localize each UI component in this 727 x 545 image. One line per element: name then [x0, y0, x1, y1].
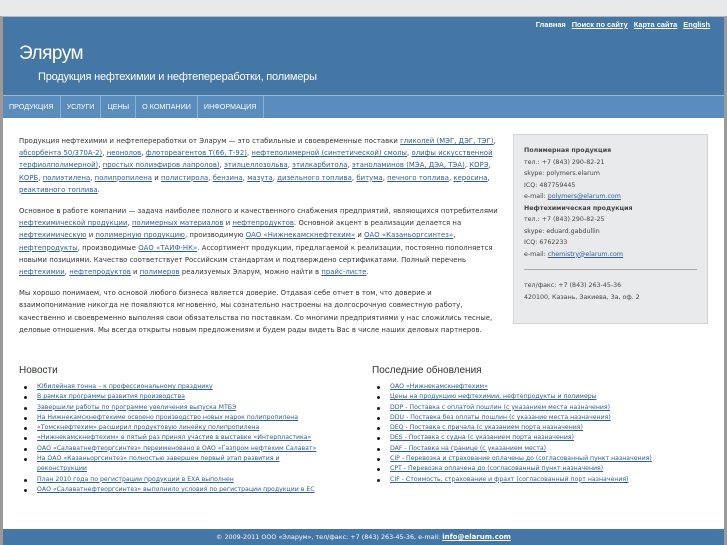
price-list-link[interactable]: прайс-листе: [321, 268, 367, 277]
product-link[interactable]: этилцеллозольва: [224, 161, 288, 170]
update-item: [372, 392, 712, 402]
intro-text: Продукция нефтехимии и нефтепереработки от Эларум — это стабильные и своевременные поставки: [19, 137, 401, 145]
text: Основное в работе компании — задача наиболее полного и качественного снабжения предприятий, являющихся потребителями: [19, 207, 498, 216]
nav-item-info[interactable]: ИНФОРМАЦИЯ: [198, 96, 264, 118]
news-item: [19, 382, 359, 392]
text: и: [223, 219, 233, 228]
chemistry-email-link[interactable]: chemistry@elarum.com: [547, 250, 623, 258]
conjunction: и: [152, 173, 161, 182]
footer-text: © 2009-2011 ООО «Эларум», тел/факс: +7 (843) 263-45-36, e-mail:: [216, 533, 443, 541]
product-link[interactable]: бензина: [212, 173, 243, 182]
product-link[interactable]: неонолов: [106, 149, 142, 158]
contact-box: [513, 134, 708, 324]
update-item: [372, 382, 712, 392]
nav-item-prices[interactable]: ЦЕНЫ: [101, 96, 136, 118]
chemistry-email-row: [524, 249, 697, 261]
main-nav: [3, 96, 724, 118]
news-item: [19, 433, 359, 443]
update-item: [372, 464, 712, 474]
polymers-email-row: [524, 191, 697, 203]
text: и: [355, 231, 365, 240]
product-link[interactable]: полипропилена: [94, 173, 152, 182]
chemistry-heading: Нефтехимическая продукция: [524, 204, 633, 212]
petrochem-link[interactable]: нефтехимическую: [19, 231, 87, 240]
polymers-icq: ICQ: 487759445: [524, 181, 576, 189]
main-content: [19, 135, 499, 345]
update-item: [372, 403, 712, 413]
page-frame: [0, 16, 727, 545]
product-link[interactable]: абсорбента 50/370А-2): [19, 149, 103, 158]
polymer-products-link[interactable]: полимерную продукцию: [95, 231, 185, 240]
footer-email-link[interactable]: info@elarum.com: [442, 533, 511, 541]
news-link[interactable]: На Нижнекамскнефтехиме освоено производство новых марок полипропилена: [37, 413, 299, 421]
update-link[interactable]: DES - Поставка с судна (с указанием порта назначения): [390, 434, 574, 442]
news-link[interactable]: Завершили работы по программе увеличения выпуска МТБЭ: [37, 403, 237, 411]
chemistry-icq: ICQ: 6762233: [524, 239, 568, 246]
updates-title: Последние обновления: [372, 365, 482, 376]
updates-list: [372, 382, 712, 485]
text: , производимую: [184, 231, 246, 240]
petrochem-products-link[interactable]: нефтехимической продукции: [19, 219, 128, 228]
update-link[interactable]: CIF - Стоимость, страхование и фрахт (согласованный порт назначения): [390, 475, 629, 483]
chemistry-phone: тел.: +7 (843) 290-82-25: [524, 216, 605, 223]
news-item: [19, 454, 309, 475]
news-item: [19, 392, 359, 402]
product-link[interactable]: полиэтилена: [42, 173, 91, 182]
email-label: e-mail:: [524, 193, 548, 200]
address: 420100, Казань, Закиева, 3а, оф. 2: [524, 293, 640, 301]
top-links: [536, 20, 710, 29]
news-item: [19, 413, 359, 423]
news-title: Новости: [19, 365, 58, 376]
news-item: [19, 485, 359, 495]
update-item: [372, 413, 712, 423]
product-link[interactable]: КОРЭ: [469, 161, 489, 170]
polymer-materials-link[interactable]: полимерных материалов: [131, 219, 224, 228]
text: и: [86, 231, 96, 240]
product-link[interactable]: флотореагентов Т(66, Т-92): [145, 149, 247, 158]
update-link[interactable]: CPT - Перевозка оплачена до (согласованный пункт назначения): [390, 465, 604, 473]
product-link[interactable]: этаноламинов (МЭА, ДЭА, ТЭА): [351, 161, 465, 170]
product-link[interactable]: этилкарбитола: [292, 161, 348, 170]
top-link-home[interactable]: Главная: [535, 20, 566, 29]
polymers-skype: skype: polymers.elarum: [524, 170, 600, 177]
site-header: [3, 17, 724, 96]
news-list: [19, 382, 359, 495]
petrochem-list-link[interactable]: нефтехимии: [19, 268, 65, 277]
news-link[interactable]: «Томскнефтехим» расширил продуктовую линейку полипропилена: [37, 424, 260, 432]
top-link-sitemap[interactable]: Карта сайта: [633, 20, 678, 29]
taif-nk-link[interactable]: ОАО «ТАИФ-НК»: [138, 243, 198, 252]
email-label: e-mail:: [524, 250, 548, 258]
text: . Основной акцент в реализации делается на: [294, 219, 462, 228]
site-footer: [3, 529, 724, 545]
fax: тел/факс: +7 (843) 263-45-36: [524, 282, 622, 289]
mission-paragraph: Основное в работе компании — задача наиболее полного и качественного снабжения предприятий, являющихся потребителями нефтехимической продукции, полимерных материалов и нефтепродуктов. Основной акцент в реализации делается на нефтехимическую и полимерную продукцию, производимую ОАО «Нижнекамскнефтехим» и ОАО «Казаньоргсинтез», нефтепродукты, производимые ОАО «ТАИФ-НК». Ассортимент продукции, предлагаемой к реализации, постоянно пополняется новыми позициями. Качество соответствует Российским стандартам и подтверждено сертификатами. Полный перечень нефтехимии, нефтепродуктов и полимеров реализуемых Эларум, можно найти в прайс-листе.: [19, 207, 498, 277]
product-link[interactable]: керосина: [453, 173, 488, 182]
site-subtitle: Продукция нефтехимии и нефтепереработки, полимеры: [38, 71, 317, 83]
text: , производимые: [77, 243, 139, 252]
update-item: [372, 454, 712, 464]
product-link[interactable]: битума: [356, 173, 383, 182]
text: . Ассортимент продукции, предлагаемой к реализации, постоянно пополняется новыми позициями. Качество соответствует Российским стандартам и подтверждено сертификатами. Полный перечень: [19, 243, 493, 264]
update-item: [372, 433, 712, 443]
nknh-link[interactable]: ОАО «Нижнекамскнефтехим»: [245, 231, 356, 240]
news-link[interactable]: План 2010 года по регистрации продукции в ЕХА выполнен: [37, 475, 234, 483]
intro-paragraph: Продукция нефтехимии и нефтепереработки от Эларум — это стабильные и своевременные поставки гликолей (МЭГ, ДЭГ, ТЭГ), абсорбента 50/370А-2), неонолов, флотореагентов Т(66, Т-92), нефтеполимерной (синтетической) смолы, олифы искусственной терфиолполимерной), простых полиэфиров лапролов), этилцеллозольва, этилкарбитола, этаноламинов (МЭА, ДЭА, ТЭА), КОРЭ, КОРБ, полиэтилена, полипропилена и полистирола, бензина, мазута, дизельного топлива, битума, печного топлива, керосина, реактивного топлива.: [19, 137, 496, 194]
news-link[interactable]: ОАО «Салаватнефтеоргсинтез» переименовано в ОАО «Газпром нефтехим Салават»: [37, 444, 317, 452]
product-link[interactable]: полистирола: [160, 173, 209, 182]
update-item: [372, 423, 712, 433]
news-link[interactable]: На ОАО «Казаньоргсинтез» полностью завершен первый этап развития и реконструкции: [37, 455, 280, 473]
news-item: [19, 475, 359, 485]
nav-item-about[interactable]: О КОМПАНИИ: [136, 96, 198, 118]
product-link[interactable]: гликолей (МЭГ, ДЭГ, ТЭГ): [400, 137, 494, 145]
polymers-email-link[interactable]: polymers@elarum.com: [547, 193, 621, 200]
news-link[interactable]: Юбилейная тонна – к профессиональному празднику: [37, 383, 213, 390]
update-item: [372, 475, 712, 485]
product-link[interactable]: реактивного топлива: [19, 185, 98, 194]
update-link[interactable]: Цены на продукцию нефтехимии, нефтепродукты и полимеры: [390, 393, 597, 401]
oil-products-link[interactable]: нефтепродуктов: [232, 219, 294, 228]
product-link[interactable]: печного топлива: [387, 173, 449, 182]
update-item: [372, 444, 712, 454]
text: и: [130, 268, 140, 277]
oil-products-link-2[interactable]: нефтепродукты: [19, 243, 78, 252]
product-link[interactable]: дизельного топлива: [277, 173, 352, 182]
update-link[interactable]: ОАО «Нижнекамскнефтехим»: [390, 383, 488, 390]
news-item: [19, 403, 359, 413]
product-link[interactable]: олифы искусственной терфиолполимерной): [19, 149, 493, 170]
top-link-search[interactable]: Поиск по сайту: [571, 20, 628, 29]
update-link[interactable]: DDU - Поставка без оплаты пошлин (с указание места назначения): [390, 413, 611, 421]
update-link[interactable]: CIP - Перевозка и страхование оплачены до (согласованный пункт назначения): [390, 455, 652, 463]
chemistry-skype: skype: eduard.gabdullin: [524, 227, 600, 235]
text: реализуемых Эларум, можно найти в: [179, 268, 322, 277]
nav-item-services[interactable]: УСЛУГИ: [61, 96, 102, 118]
text: .: [366, 268, 369, 277]
polymers-list-link[interactable]: полимеров: [139, 268, 180, 277]
divider: [524, 269, 697, 270]
top-link-english[interactable]: English: [683, 20, 710, 29]
product-link[interactable]: простых полиэфиров лапролов): [102, 161, 220, 170]
site-title[interactable]: Элярум: [19, 43, 84, 64]
update-link[interactable]: DDP - Поставка с оплатой пошлин (с указанием места назначения): [390, 403, 611, 411]
oil-products-list-link[interactable]: нефтепродуктов: [69, 268, 131, 277]
trust-paragraph: Мы хорошо понимаем, что основой любого бизнеса является доверие. Отдавая себе отчет в том, что доверие и взаимопонимание никогда не появляются мгновенно, мы сознательно настроены на долгосрочную совместную работу, качественно и своевременно выполняя свои обязательства по поставкам. Со многими предприятиями у нас сложились тесные, деловые отношения. Мы всегда открыты новым предложениям и будем рады видеть Вас в числе наших деловых партнеров.: [19, 289, 493, 334]
product-link[interactable]: КОРБ: [19, 173, 39, 182]
news-item: [19, 444, 359, 454]
nav-item-products[interactable]: ПРОДУКЦИЯ: [3, 96, 61, 118]
product-link[interactable]: нефтеполимерной (синтетической) смолы: [251, 149, 407, 158]
news-item: [19, 423, 359, 433]
news-link[interactable]: «Нижнекамскнефтехим» в пятый раз принял участие в выставке «Интерпластика»: [37, 434, 312, 442]
kazanorgsintez-link[interactable]: ОАО «Казаньоргсинтез»: [364, 231, 454, 240]
news-link[interactable]: ОАО «Салаватнефтеоргсинтез» выполнило условия по регистрации продукции в ЕС: [37, 485, 315, 493]
polymers-heading: Полимерная продукция: [524, 147, 612, 154]
update-link[interactable]: DAF - Поставка на границе (с указанием места): [390, 444, 547, 452]
news-link[interactable]: В рамках программы развития производства: [37, 393, 185, 401]
update-link[interactable]: DEQ - Поставка с причала (с указанием порта назначения): [390, 424, 583, 432]
polymers-phone: тел.: +7 (843) 290-82-21: [524, 158, 605, 166]
product-link[interactable]: мазута: [247, 173, 273, 182]
